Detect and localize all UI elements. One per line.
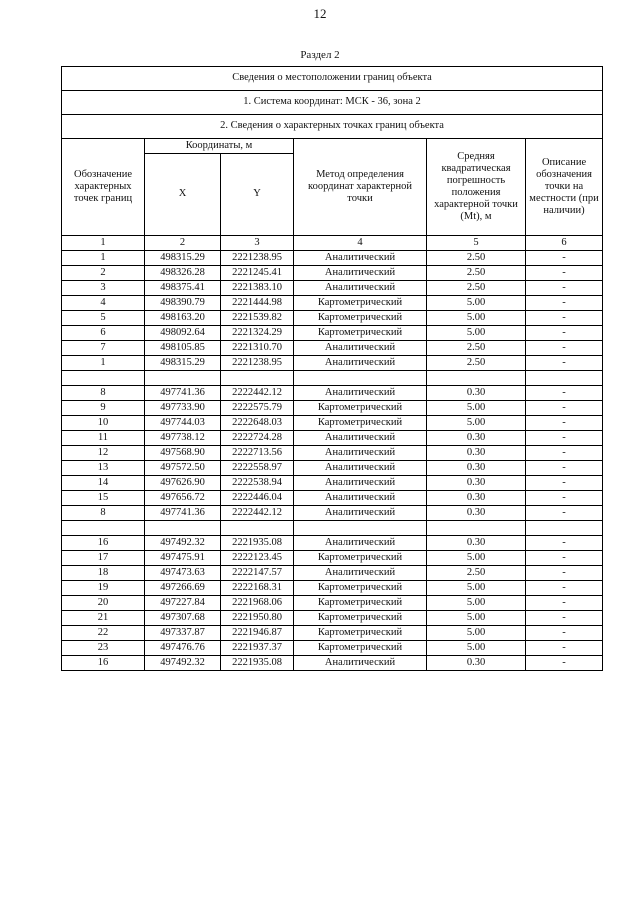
table-row bbox=[62, 326, 603, 341]
point-name-cell: 8 bbox=[62, 386, 145, 401]
method-cell: Аналитический bbox=[294, 656, 427, 671]
coord-x-cell: 497476.76 bbox=[145, 641, 221, 656]
accuracy-cell: 0.30 bbox=[427, 536, 526, 551]
coord-x-cell: 498315.29 bbox=[145, 251, 221, 266]
accuracy-cell: 2.50 bbox=[427, 266, 526, 281]
accuracy-cell: 5.00 bbox=[427, 551, 526, 566]
column-number: 3 bbox=[221, 236, 294, 251]
table-row bbox=[62, 611, 603, 626]
coord-y-cell: 2222575.79 bbox=[221, 401, 294, 416]
point-name-cell: 11 bbox=[62, 431, 145, 446]
description-cell: - bbox=[526, 536, 603, 551]
table-row bbox=[62, 641, 603, 656]
method-cell: Картометрический bbox=[294, 416, 427, 431]
table-row bbox=[62, 506, 603, 521]
header-x: X bbox=[145, 154, 221, 236]
empty-cell bbox=[221, 371, 294, 386]
method-cell: Картометрический bbox=[294, 611, 427, 626]
coord-x-cell: 497492.32 bbox=[145, 656, 221, 671]
coord-y-cell: 2222168.31 bbox=[221, 581, 294, 596]
description-cell: - bbox=[526, 341, 603, 356]
accuracy-cell: 2.50 bbox=[427, 356, 526, 371]
coord-x-cell: 497266.69 bbox=[145, 581, 221, 596]
accuracy-cell: 5.00 bbox=[427, 401, 526, 416]
point-name-cell: 12 bbox=[62, 446, 145, 461]
coord-y-cell: 2222446.04 bbox=[221, 491, 294, 506]
description-cell: - bbox=[526, 266, 603, 281]
accuracy-cell: 5.00 bbox=[427, 596, 526, 611]
coord-x-cell: 497744.03 bbox=[145, 416, 221, 431]
point-name-cell: 16 bbox=[62, 656, 145, 671]
table-row bbox=[62, 431, 603, 446]
coord-y-cell: 2222442.12 bbox=[221, 506, 294, 521]
coord-y-cell: 2221245.41 bbox=[221, 266, 294, 281]
description-cell: - bbox=[526, 401, 603, 416]
coord-x-cell: 498315.29 bbox=[145, 356, 221, 371]
boundary-points-table bbox=[61, 66, 603, 671]
accuracy-cell: 0.30 bbox=[427, 461, 526, 476]
method-cell: Картометрический bbox=[294, 581, 427, 596]
description-cell: - bbox=[526, 476, 603, 491]
table-row bbox=[62, 536, 603, 551]
table-row bbox=[62, 626, 603, 641]
coord-x-cell: 498326.28 bbox=[145, 266, 221, 281]
accuracy-cell: 2.50 bbox=[427, 566, 526, 581]
table-row bbox=[62, 566, 603, 581]
coordinate-system: 1. Система координат: МСК - 36, зона 2 bbox=[62, 91, 603, 115]
method-cell: Картометрический bbox=[294, 326, 427, 341]
accuracy-cell: 5.00 bbox=[427, 626, 526, 641]
page-number: 12 bbox=[313, 6, 327, 21]
coord-x-cell: 497227.84 bbox=[145, 596, 221, 611]
empty-cell bbox=[526, 521, 603, 536]
point-name-cell: 3 bbox=[62, 281, 145, 296]
column-number: 5 bbox=[427, 236, 526, 251]
coord-y-cell: 2222558.97 bbox=[221, 461, 294, 476]
empty-cell bbox=[62, 371, 145, 386]
point-name-cell: 8 bbox=[62, 506, 145, 521]
point-name-cell: 5 bbox=[62, 311, 145, 326]
column-number: 6 bbox=[526, 236, 603, 251]
accuracy-cell: 0.30 bbox=[427, 476, 526, 491]
coord-x-cell: 497738.12 bbox=[145, 431, 221, 446]
coord-x-cell: 498092.64 bbox=[145, 326, 221, 341]
description-cell: - bbox=[526, 431, 603, 446]
coord-x-cell: 498163.20 bbox=[145, 311, 221, 326]
method-cell: Картометрический bbox=[294, 641, 427, 656]
empty-cell bbox=[62, 521, 145, 536]
coord-x-cell: 497741.36 bbox=[145, 506, 221, 521]
table-row bbox=[62, 656, 603, 671]
description-cell: - bbox=[526, 551, 603, 566]
empty-cell bbox=[526, 371, 603, 386]
method-cell: Аналитический bbox=[294, 386, 427, 401]
coord-y-cell: 2221310.70 bbox=[221, 341, 294, 356]
coord-y-cell: 2221324.29 bbox=[221, 326, 294, 341]
coord-y-cell: 2221238.95 bbox=[221, 356, 294, 371]
table-row bbox=[62, 266, 603, 281]
coord-x-cell: 497572.50 bbox=[145, 461, 221, 476]
points-heading: 2. Сведения о характерных точках границ объекта bbox=[62, 115, 603, 139]
description-cell: - bbox=[526, 446, 603, 461]
point-name-cell: 22 bbox=[62, 626, 145, 641]
table-row bbox=[62, 476, 603, 491]
coord-x-cell: 497568.90 bbox=[145, 446, 221, 461]
accuracy-cell: 0.30 bbox=[427, 491, 526, 506]
coord-y-cell: 2222442.12 bbox=[221, 386, 294, 401]
coord-y-cell: 2222538.94 bbox=[221, 476, 294, 491]
description-cell: - bbox=[526, 386, 603, 401]
empty-cell bbox=[145, 521, 221, 536]
method-cell: Аналитический bbox=[294, 356, 427, 371]
method-cell: Аналитический bbox=[294, 266, 427, 281]
coord-x-cell: 498105.85 bbox=[145, 341, 221, 356]
coord-y-cell: 2221238.95 bbox=[221, 251, 294, 266]
header-y: Y bbox=[221, 154, 294, 236]
point-name-cell: 9 bbox=[62, 401, 145, 416]
description-cell: - bbox=[526, 326, 603, 341]
point-name-cell: 20 bbox=[62, 596, 145, 611]
method-cell: Аналитический bbox=[294, 446, 427, 461]
table-row bbox=[62, 251, 603, 266]
description-cell: - bbox=[526, 566, 603, 581]
description-cell: - bbox=[526, 461, 603, 476]
table-row bbox=[62, 596, 603, 611]
table-row bbox=[62, 296, 603, 311]
method-cell: Аналитический bbox=[294, 431, 427, 446]
description-cell: - bbox=[526, 416, 603, 431]
point-name-cell: 6 bbox=[62, 326, 145, 341]
coord-x-cell: 497741.36 bbox=[145, 386, 221, 401]
coord-x-cell: 497733.90 bbox=[145, 401, 221, 416]
coord-y-cell: 2222713.56 bbox=[221, 446, 294, 461]
coord-x-cell: 497656.72 bbox=[145, 491, 221, 506]
description-cell: - bbox=[526, 656, 603, 671]
point-name-cell: 10 bbox=[62, 416, 145, 431]
header-method: Метод определения координат характерной точки bbox=[294, 139, 427, 236]
header-point: Обозначение характерных точек границ bbox=[62, 139, 145, 236]
column-number: 2 bbox=[145, 236, 221, 251]
point-name-cell: 17 bbox=[62, 551, 145, 566]
empty-cell bbox=[427, 371, 526, 386]
method-cell: Аналитический bbox=[294, 476, 427, 491]
table-row bbox=[62, 356, 603, 371]
description-cell: - bbox=[526, 596, 603, 611]
coord-x-cell: 498375.41 bbox=[145, 281, 221, 296]
accuracy-cell: 5.00 bbox=[427, 611, 526, 626]
point-name-cell: 21 bbox=[62, 611, 145, 626]
header-description: Описание обозначения точки на местности (при наличии) bbox=[526, 139, 603, 236]
method-cell: Аналитический bbox=[294, 281, 427, 296]
table-row bbox=[62, 446, 603, 461]
empty-cell bbox=[294, 371, 427, 386]
accuracy-cell: 0.30 bbox=[427, 656, 526, 671]
description-cell: - bbox=[526, 581, 603, 596]
point-name-cell: 19 bbox=[62, 581, 145, 596]
point-name-cell: 13 bbox=[62, 461, 145, 476]
description-cell: - bbox=[526, 356, 603, 371]
coord-x-cell: 497475.91 bbox=[145, 551, 221, 566]
coord-y-cell: 2221968.06 bbox=[221, 596, 294, 611]
point-name-cell: 14 bbox=[62, 476, 145, 491]
method-cell: Картометрический bbox=[294, 296, 427, 311]
table-row bbox=[62, 416, 603, 431]
point-name-cell: 2 bbox=[62, 266, 145, 281]
method-cell: Картометрический bbox=[294, 596, 427, 611]
table-row bbox=[62, 461, 603, 476]
coord-y-cell: 2221937.37 bbox=[221, 641, 294, 656]
column-numbers-row bbox=[62, 236, 603, 251]
empty-cell bbox=[145, 371, 221, 386]
coord-y-cell: 2222147.57 bbox=[221, 566, 294, 581]
accuracy-cell: 0.30 bbox=[427, 506, 526, 521]
coord-y-cell: 2221935.08 bbox=[221, 656, 294, 671]
coord-y-cell: 2222648.03 bbox=[221, 416, 294, 431]
point-name-cell: 7 bbox=[62, 341, 145, 356]
table-row bbox=[62, 581, 603, 596]
description-cell: - bbox=[526, 296, 603, 311]
point-name-cell: 4 bbox=[62, 296, 145, 311]
separator-row bbox=[62, 521, 603, 536]
description-cell: - bbox=[526, 281, 603, 296]
accuracy-cell: 5.00 bbox=[427, 296, 526, 311]
description-cell: - bbox=[526, 251, 603, 266]
coord-x-cell: 497492.32 bbox=[145, 536, 221, 551]
table-row bbox=[62, 551, 603, 566]
section-title: Раздел 2 bbox=[300, 49, 340, 61]
column-number: 4 bbox=[294, 236, 427, 251]
point-name-cell: 1 bbox=[62, 356, 145, 371]
accuracy-cell: 2.50 bbox=[427, 281, 526, 296]
column-number: 1 bbox=[62, 236, 145, 251]
accuracy-cell: 5.00 bbox=[427, 416, 526, 431]
coord-x-cell: 497473.63 bbox=[145, 566, 221, 581]
point-name-cell: 15 bbox=[62, 491, 145, 506]
description-cell: - bbox=[526, 491, 603, 506]
point-name-cell: 16 bbox=[62, 536, 145, 551]
description-cell: - bbox=[526, 641, 603, 656]
table-row bbox=[62, 341, 603, 356]
accuracy-cell: 5.00 bbox=[427, 326, 526, 341]
empty-cell bbox=[427, 521, 526, 536]
description-cell: - bbox=[526, 311, 603, 326]
method-cell: Аналитический bbox=[294, 341, 427, 356]
method-cell: Картометрический bbox=[294, 401, 427, 416]
coord-y-cell: 2222724.28 bbox=[221, 431, 294, 446]
method-cell: Аналитический bbox=[294, 536, 427, 551]
method-cell: Аналитический bbox=[294, 461, 427, 476]
accuracy-cell: 0.30 bbox=[427, 431, 526, 446]
table-row bbox=[62, 401, 603, 416]
table-row bbox=[62, 281, 603, 296]
coord-y-cell: 2222123.45 bbox=[221, 551, 294, 566]
accuracy-cell: 5.00 bbox=[427, 581, 526, 596]
accuracy-cell: 2.50 bbox=[427, 251, 526, 266]
description-cell: - bbox=[526, 611, 603, 626]
method-cell: Аналитический bbox=[294, 566, 427, 581]
table-title: Сведения о местоположении границ объекта bbox=[62, 67, 603, 91]
accuracy-cell: 0.30 bbox=[427, 386, 526, 401]
method-cell: Аналитический bbox=[294, 491, 427, 506]
coord-y-cell: 2221539.82 bbox=[221, 311, 294, 326]
table-row bbox=[62, 491, 603, 506]
method-cell: Картометрический bbox=[294, 311, 427, 326]
table-row bbox=[62, 311, 603, 326]
header-accuracy: Средняя квадратическая погрешность положения характерной точки (Mt), м bbox=[427, 139, 526, 236]
header-coordinates: Координаты, м bbox=[145, 139, 294, 154]
point-name-cell: 1 bbox=[62, 251, 145, 266]
method-cell: Аналитический bbox=[294, 506, 427, 521]
accuracy-cell: 5.00 bbox=[427, 641, 526, 656]
description-cell: - bbox=[526, 626, 603, 641]
method-cell: Аналитический bbox=[294, 251, 427, 266]
coord-x-cell: 497337.87 bbox=[145, 626, 221, 641]
coord-y-cell: 2221935.08 bbox=[221, 536, 294, 551]
empty-cell bbox=[221, 521, 294, 536]
coord-y-cell: 2221444.98 bbox=[221, 296, 294, 311]
empty-cell bbox=[294, 521, 427, 536]
description-cell: - bbox=[526, 506, 603, 521]
coord-x-cell: 498390.79 bbox=[145, 296, 221, 311]
table-row bbox=[62, 386, 603, 401]
accuracy-cell: 2.50 bbox=[427, 341, 526, 356]
coord-y-cell: 2221946.87 bbox=[221, 626, 294, 641]
point-name-cell: 23 bbox=[62, 641, 145, 656]
accuracy-cell: 0.30 bbox=[427, 446, 526, 461]
coord-y-cell: 2221950.80 bbox=[221, 611, 294, 626]
coord-y-cell: 2221383.10 bbox=[221, 281, 294, 296]
method-cell: Картометрический bbox=[294, 551, 427, 566]
point-name-cell: 18 bbox=[62, 566, 145, 581]
separator-row bbox=[62, 371, 603, 386]
accuracy-cell: 5.00 bbox=[427, 311, 526, 326]
coord-x-cell: 497307.68 bbox=[145, 611, 221, 626]
method-cell: Картометрический bbox=[294, 626, 427, 641]
coord-x-cell: 497626.90 bbox=[145, 476, 221, 491]
